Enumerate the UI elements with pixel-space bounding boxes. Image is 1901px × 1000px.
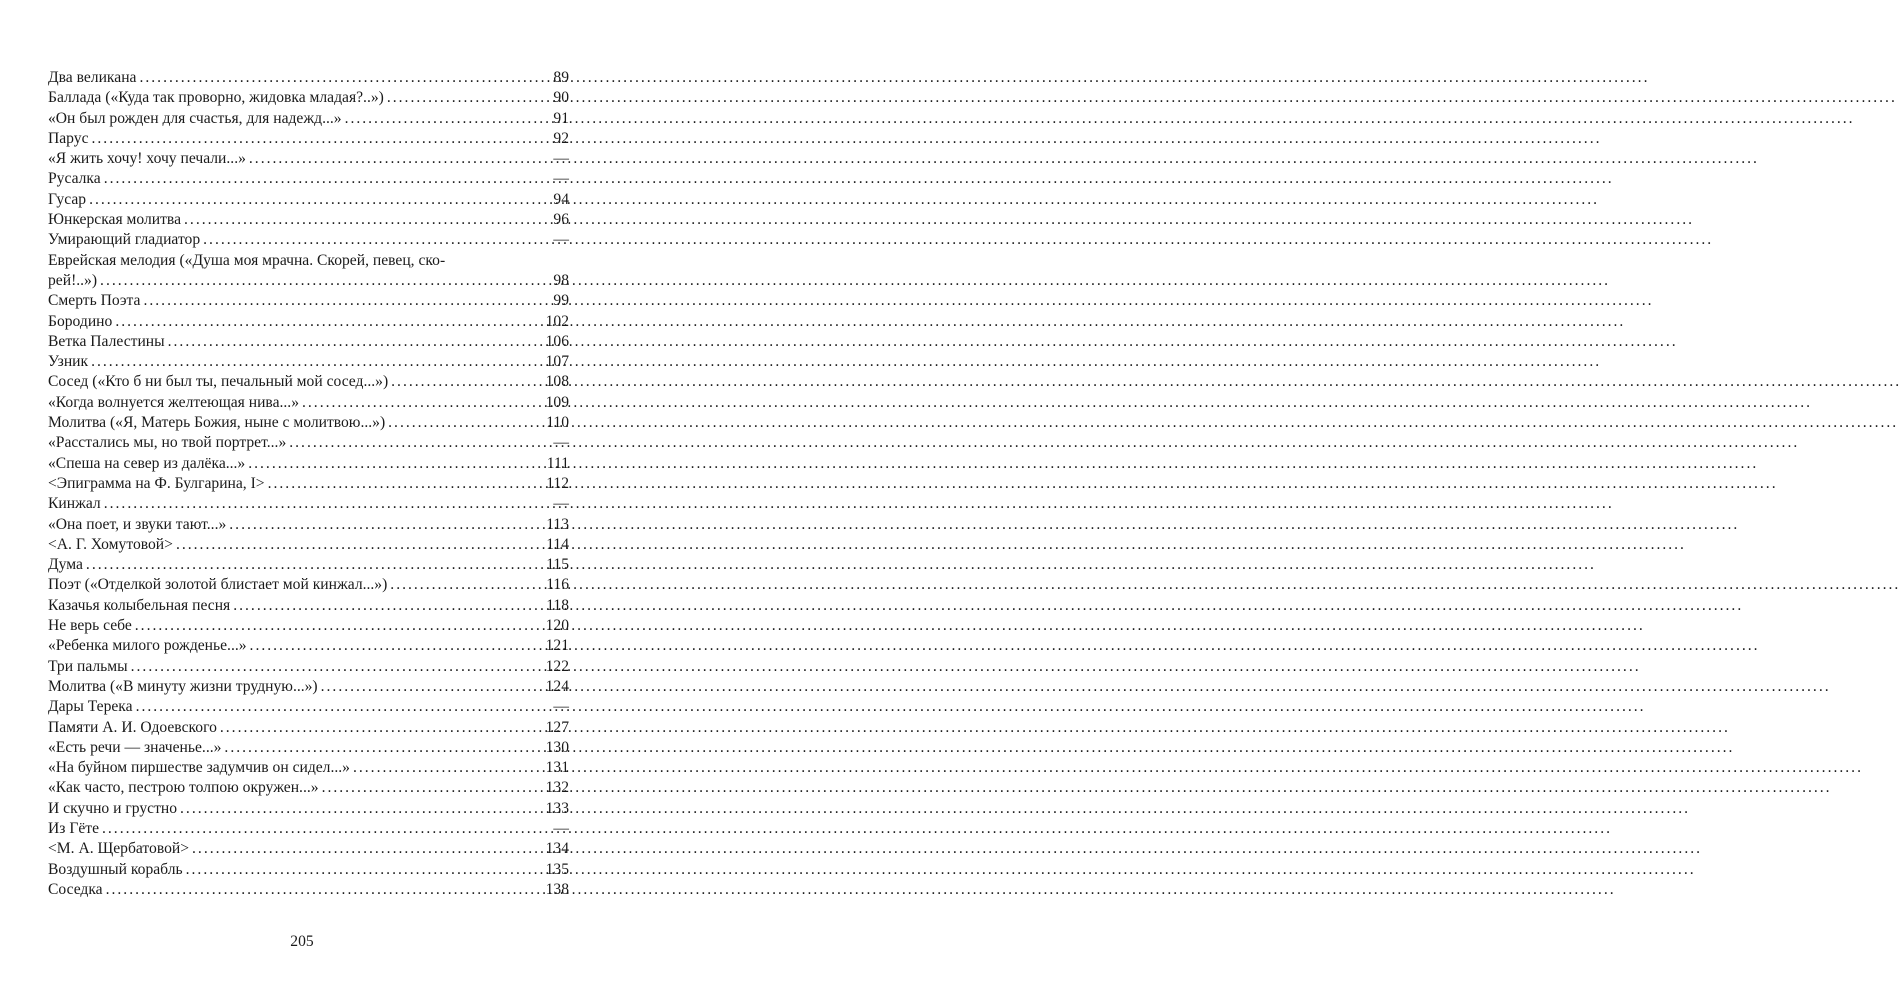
toc-entry-title: Баллада («Куда так проворно, жидовка младая?..») [48, 89, 384, 107]
toc-entry-page: 94 [553, 190, 569, 208]
toc-entry-title: «Я жить хочу! хочу печали...» [48, 150, 246, 168]
dot-leader [233, 596, 540, 616]
dot-leader [139, 68, 540, 88]
dot-leader [180, 799, 540, 819]
dot-leader [321, 677, 540, 697]
dot-leader [192, 839, 540, 859]
toc-entry-title: Смерть Поэта [48, 292, 141, 310]
toc-entry [48, 230, 569, 250]
toc-entry-page: — [553, 434, 569, 452]
toc-entry-page: 106 [545, 332, 569, 350]
dot-leader [353, 758, 540, 778]
toc-entry [48, 494, 569, 514]
dot-leader [104, 494, 540, 514]
dot-leader [388, 413, 540, 433]
toc-entry [48, 555, 569, 575]
toc-entry-title: Кинжал [48, 495, 101, 513]
dot-leader [115, 312, 540, 332]
toc-entry-title: И скучно и грустно [48, 799, 178, 817]
dot-leader [186, 860, 540, 880]
toc-entry-page: 91 [553, 109, 569, 127]
toc-entry [48, 88, 569, 108]
toc-entry-page: 122 [545, 657, 569, 675]
toc-entry [48, 819, 569, 839]
toc-entry [48, 839, 569, 859]
toc-entry-title: Не верь себе [48, 617, 132, 635]
toc-entry-page: — [553, 819, 569, 837]
dot-leader [268, 474, 540, 494]
toc-entry-page: 133 [545, 799, 569, 817]
toc-entry-page: 127 [545, 718, 569, 736]
toc-entry [48, 332, 569, 352]
toc-entry [48, 291, 569, 311]
toc-entry-title: Сосед («Кто б ни был ты, печальный мой сосед...») [48, 373, 389, 391]
toc-entry-title: Гусар [48, 190, 87, 208]
table-of-contents [48, 68, 569, 900]
toc-entry-title: Памяти А. И. Одоевского [48, 718, 217, 736]
toc-entry-title: Узник [48, 353, 89, 371]
dot-leader [302, 393, 540, 413]
toc-entry-page: 112 [546, 474, 569, 492]
dot-leader [250, 636, 540, 656]
toc-entry-page: 118 [546, 596, 569, 614]
toc-entry-page: 96 [553, 211, 569, 229]
toc-entry [48, 129, 569, 149]
toc-entry-page: 124 [545, 677, 569, 695]
toc-entry-page: 111 [546, 454, 569, 472]
toc-entry [48, 596, 569, 616]
toc-entry-title: <М. А. Щербатовой> [48, 840, 190, 858]
dot-leader [176, 535, 540, 555]
toc-entry-page: 138 [545, 880, 569, 898]
dot-leader [86, 555, 540, 575]
toc-entry-title: Два великана [48, 69, 137, 86]
toc-entry [48, 657, 569, 677]
toc-entry-page: — [553, 698, 569, 716]
toc-entry [48, 697, 569, 717]
toc-entry-title: Русалка [48, 170, 101, 188]
dot-leader [184, 210, 540, 230]
toc-entry-page: 108 [545, 373, 569, 391]
dot-leader [92, 129, 541, 149]
toc-entry [48, 190, 569, 210]
dot-leader [391, 372, 540, 392]
dot-leader [249, 149, 540, 169]
dot-leader [248, 454, 540, 474]
toc-entry-page: 135 [545, 860, 569, 878]
toc-entry-page: 89 [553, 69, 569, 86]
toc-entry-page: 102 [545, 312, 569, 330]
toc-entry-title: Дума [48, 556, 83, 574]
toc-entry [48, 393, 569, 413]
toc-entry [48, 169, 569, 189]
dot-leader [229, 515, 540, 535]
toc-entry-page: 116 [546, 576, 569, 594]
toc-entry-title: Дары Терека [48, 698, 133, 716]
toc-entry-title: «Ребенка милого рожденье...» [48, 637, 247, 655]
toc-entry-title: Казачья колыбельная песня [48, 596, 231, 614]
toc-entry [48, 149, 569, 169]
toc-entry-title: Парус [48, 129, 89, 147]
toc-entry [48, 616, 569, 636]
toc-entry [48, 352, 569, 372]
dot-leader [345, 109, 540, 129]
toc-entry-title: «Она поет, и звуки тают...» [48, 515, 227, 533]
toc-entry-title: «Есть речи — значенье...» [48, 738, 222, 756]
dot-leader [135, 616, 540, 636]
toc-entry [48, 575, 569, 595]
toc-entry-page: 98 [553, 271, 569, 289]
toc-entry-page: 113 [546, 515, 569, 533]
dot-leader [136, 697, 540, 717]
toc-entry [48, 474, 569, 494]
toc-entry-title: Молитва («Я, Матерь Божия, ныне с молитвою...») [48, 414, 386, 432]
toc-entry-title: «Он был рожден для счастья, для надежд...» [48, 109, 342, 127]
toc-entry-title: Умирающий гладиатор [48, 231, 201, 249]
toc-entry-title: Еврейская мелодия («Душа моя мрачна. Скорей, певец, ско- [48, 251, 446, 269]
toc-entry [48, 433, 569, 453]
toc-entry [48, 535, 569, 555]
toc-entry [48, 880, 569, 900]
dot-leader [203, 230, 540, 250]
dot-leader [104, 169, 540, 189]
dot-leader [220, 718, 540, 738]
toc-entry [48, 413, 569, 433]
toc-entry-page: 121 [545, 637, 569, 655]
toc-entry-page: — [553, 231, 569, 249]
toc-entry-title: Соседка [48, 880, 103, 898]
toc-entry-page: 107 [545, 353, 569, 371]
toc-entry-title: Три пальмы [48, 657, 128, 675]
toc-entry-title: <Эпиграмма на Ф. Булгарина, I> [48, 474, 265, 492]
toc-entry-title: Из Гёте [48, 819, 99, 837]
toc-entry [48, 68, 569, 88]
toc-entry-page: 131 [545, 759, 569, 777]
toc-entry-title: Бородино [48, 312, 113, 330]
toc-entry-title: «Спеша на север из далёка...» [48, 454, 246, 472]
toc-entry [48, 738, 569, 758]
toc-entry-page: 115 [546, 556, 569, 574]
toc-entry-page: — [553, 170, 569, 188]
toc-entry-page: 120 [545, 617, 569, 635]
toc-entry [48, 312, 569, 332]
toc-entry-title: Ветка Палестины [48, 332, 165, 350]
dot-leader [131, 657, 540, 677]
page-number: 205 [290, 933, 314, 950]
toc-entry [48, 758, 569, 778]
toc-entry-page: 90 [553, 89, 569, 107]
toc-entry [48, 372, 569, 392]
toc-entry-title: «Когда волнуется желтеющая нива...» [48, 393, 299, 411]
dot-leader [224, 738, 540, 758]
dot-leader [102, 819, 540, 839]
toc-entry [48, 210, 569, 230]
toc-entry-title: «На буйном пиршестве задумчив он сидел...» [48, 759, 350, 777]
toc-entry-page: 110 [546, 414, 569, 432]
toc-entry-page: 132 [545, 779, 569, 797]
toc-entry [48, 677, 569, 697]
toc-entry-title: Воздушный корабль [48, 860, 183, 878]
dot-leader [387, 88, 540, 108]
toc-entry [48, 454, 569, 474]
toc-entry-title: Поэт («Отделкой золотой блистает мой кинжал...») [48, 576, 388, 594]
dot-leader [100, 271, 540, 291]
toc-entry-page: 134 [545, 840, 569, 858]
dot-leader [89, 190, 540, 210]
toc-entry [48, 636, 569, 656]
toc-entry-page: 109 [545, 393, 569, 411]
toc-entry [48, 799, 569, 819]
toc-entry-page: 92 [553, 129, 569, 147]
dot-leader [390, 575, 540, 595]
dot-leader [289, 433, 540, 453]
toc-entry-page: — [553, 150, 569, 168]
toc-entry-page: 114 [546, 535, 569, 553]
toc-entry-title: Юнкерская молитва [48, 211, 182, 229]
toc-entry-page: 99 [553, 292, 569, 310]
toc-entry-title: «Расстались мы, но твой портрет...» [48, 434, 287, 452]
toc-entry [48, 271, 569, 291]
toc-entry-title: «Как часто, пестрою толпою окружен...» [48, 779, 319, 797]
toc-entry [48, 778, 569, 798]
dot-leader [143, 291, 540, 311]
dot-leader [322, 778, 540, 798]
toc-entry-title: Молитва («В минуту жизни трудную...») [48, 677, 318, 695]
dot-leader [106, 880, 540, 900]
toc-entry-page: 130 [545, 738, 569, 756]
toc-entry [48, 109, 569, 129]
toc-entry-page: — [553, 495, 569, 513]
toc-entry [48, 718, 569, 738]
toc-entry [48, 515, 569, 535]
toc-entry [48, 860, 569, 880]
dot-leader [91, 352, 540, 372]
toc-entry-title: рей!..») [48, 271, 98, 289]
toc-entry-title: <А. Г. Хомутовой> [48, 535, 173, 553]
dot-leader [168, 332, 540, 352]
